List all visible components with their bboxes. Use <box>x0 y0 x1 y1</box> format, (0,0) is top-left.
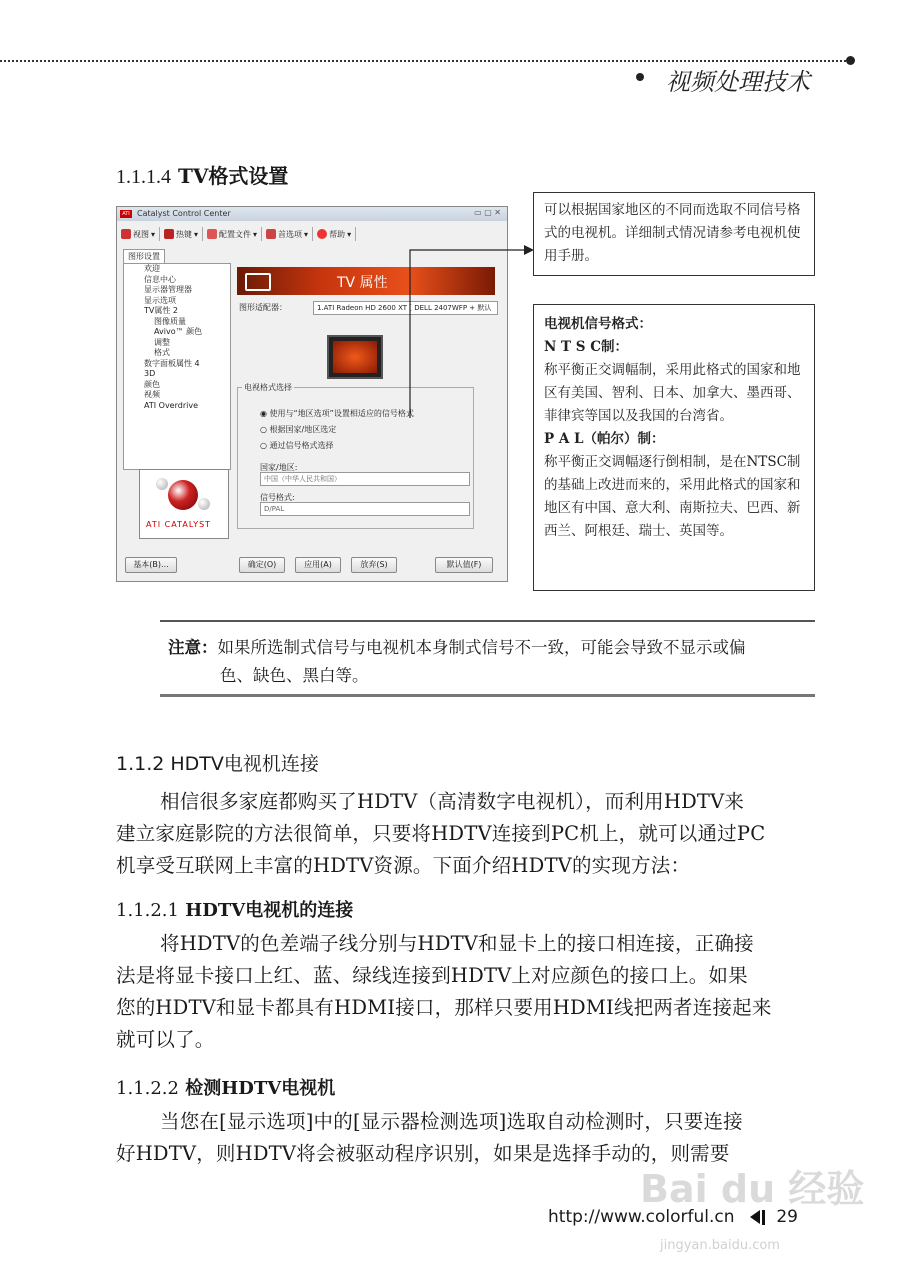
footer-url: http://www.colorful.cn <box>548 1207 735 1227</box>
heading-1-1-2-2: 1.1.2.2 检测HDTV电视机 <box>116 1078 336 1099</box>
tv-preview <box>327 335 383 379</box>
pal-description: 称平衡正交调幅逐行倒相制，是在NTSC制的基础上改进而来的，采用此格式的国家和地区有中国、意大利、南斯拉夫、巴西、新西兰、阿根廷、瑞士、英国等。 <box>544 454 801 539</box>
tree-item-info-center[interactable]: 信息中心 <box>144 274 176 284</box>
tree-item-adjust[interactable]: 调整 <box>154 337 170 347</box>
tab-graphics-settings[interactable]: 图形设置 <box>123 249 165 263</box>
display-options-ref: 显示选项 <box>226 1110 306 1133</box>
help-icon <box>317 229 327 239</box>
tree-item-image-quality[interactable]: 图像质量 <box>154 316 186 326</box>
radio-signal-option[interactable]: ○ 通过信号格式选择 <box>260 441 334 450</box>
adapter-label: 图形适配器： <box>239 303 287 312</box>
note-box <box>160 620 815 697</box>
tree-item-display-options[interactable]: 显示选项 <box>144 295 176 305</box>
pal-heading: P A L（帕尔）制： <box>544 431 665 447</box>
defaults-button[interactable]: 默认值(F) <box>435 557 493 573</box>
window-titlebar <box>117 207 507 221</box>
country-select[interactable]: 中国（中华人民共和国） <box>260 472 470 486</box>
toolbar-hotkeys[interactable]: 热键 ▾ <box>164 227 203 241</box>
window-title: Catalyst Control Center <box>137 209 231 218</box>
toolbar-preferences[interactable]: 首选项 ▾ <box>266 227 313 241</box>
monitor-detect-ref: 显示器检测选项 <box>360 1110 499 1133</box>
tree-item-avivo-color[interactable]: Avivo™ 颜色 <box>154 327 203 336</box>
catalyst-logo-text: ATI CATALYST <box>146 520 212 529</box>
tree-item-digital-panel[interactable]: 数字面板属性 4 <box>144 358 200 368</box>
signal-select[interactable]: D/PAL <box>260 502 470 516</box>
baidu-watermark: Bai du 经验 <box>640 1167 865 1211</box>
callout-signal-formats <box>533 304 815 591</box>
ok-button[interactable]: 确定(O) <box>239 557 285 573</box>
panel-title: 电视格式选择 <box>244 383 292 392</box>
toolbar-profiles[interactable]: 配置文件 ▾ <box>207 227 262 241</box>
section-heading <box>116 160 288 189</box>
tree-item-format[interactable]: 格式 <box>154 348 170 357</box>
catalyst-logo <box>139 469 229 539</box>
toolbar-view[interactable]: 视图 ▾ <box>121 227 160 241</box>
heading-1-1-2: 1.1.2 HDTV电视机连接 <box>116 753 319 775</box>
running-header: 视频处理技术 <box>666 68 810 96</box>
paragraph-hdtv-connection: 将HDTV的色差端子线分别与HDTV和显卡上的接口相连接，正确接 法是将显卡接口上红、蓝、绿线连接到HDTV上对应颜色的接口上。如果 您的HDTV和显卡都具有HDMI接口，那样只要用HDMI线把两者连接起来 就可以了。 <box>116 932 772 1051</box>
country-label: 国家/地区: <box>260 463 298 472</box>
preferences-icon <box>266 229 276 239</box>
note-label: 注意： <box>168 638 218 657</box>
signal-label: 信号格式: <box>260 493 295 502</box>
adapter-select[interactable]: 1.ATI Radeon HD 2600 XT [ DELL 2407WFP + 默认 <box>313 301 498 315</box>
paragraph-hdtv-intro: 相信很多家庭都购买了HDTV（高清数字电视机），而利用HDTV来 建立家庭影院的方法很简单，只要将HDTV连接到PC机上，就可以通过PC 机享受互联网上丰富的HDTV资源。下面介绍HDTV的实现方法： <box>116 790 766 877</box>
tree-item-welcome[interactable]: 欢迎 <box>144 264 160 273</box>
signal-formats-title: 电视机信号格式： <box>544 316 652 332</box>
ntsc-description: 称平衡正交调幅制，采用此格式的国家和地区有美国、智利、日本、加拿大、墨西哥、菲律宾等国以及我国的台湾省。 <box>544 362 801 424</box>
tree-item-display-manager[interactable]: 显示器管理器 <box>144 285 192 294</box>
toolbar-help[interactable]: 帮助 ▾ <box>317 227 356 241</box>
window-controls[interactable]: ▭ ▢ ✕ <box>474 208 501 217</box>
tree-item-tv-properties[interactable]: TV属性 2 <box>144 306 178 315</box>
radio-country-option[interactable]: ○ 根据国家/地区选定 <box>260 425 337 434</box>
callout-region-note <box>533 192 815 276</box>
view-icon <box>121 229 131 239</box>
section-number: 1.1.1.4 <box>116 166 171 188</box>
settings-tree <box>123 263 231 470</box>
header-bullet <box>636 73 644 81</box>
callout-connector <box>400 240 536 420</box>
tv-icon <box>245 273 271 291</box>
paragraph-hdtv-detection: 当您在[显示选项]中的[显示器检测选项]选取自动检测时，只要连接 好HDTV，则HDTV将会被驱动程序识别，如果是选择手动的，则需要 <box>116 1110 743 1165</box>
atom-logo-icon <box>168 480 198 510</box>
banner-title: TV 属性 <box>337 275 388 291</box>
ntsc-heading: N T S C制： <box>544 339 628 355</box>
hotkey-icon <box>164 229 174 239</box>
baidu-watermark-url: jingyan.baidu.com <box>660 1238 780 1253</box>
tree-item-overdrive[interactable]: ATI Overdrive <box>144 400 198 410</box>
section-title: TV格式设置 <box>177 164 289 188</box>
basic-button[interactable]: 基本(B)... <box>125 557 177 573</box>
tree-item-3d[interactable]: 3D <box>144 369 156 378</box>
profile-icon <box>207 229 217 239</box>
page-number: 29 <box>776 1207 798 1227</box>
radio-region-option[interactable]: ◉ 使用与“地区选项”设置相适应的信号格式 <box>260 409 414 418</box>
heading-1-1-2-1: 1.1.2.1 HDTV电视机的连接 <box>116 900 354 921</box>
tree-item-video[interactable]: 视频 <box>144 390 160 399</box>
note-text-line1: 如果所选制式信号与电视机本身制式信号不一致，可能会导致不显示或偏 <box>217 638 746 657</box>
header-rule-end-dot <box>846 56 855 65</box>
discard-button[interactable]: 放弃(S) <box>351 557 397 573</box>
note-text-line2: 色、缺色、黑白等。 <box>220 666 369 685</box>
callout-region-text: 可以根据国家地区的不同而选取不同信号格式的电视机。详细制式情况请参考电视机使用手册。 <box>544 202 801 264</box>
apply-button[interactable]: 应用(A) <box>295 557 341 573</box>
tree-item-color[interactable]: 颜色 <box>144 379 160 389</box>
ati-logo-icon: ATI <box>120 210 132 218</box>
